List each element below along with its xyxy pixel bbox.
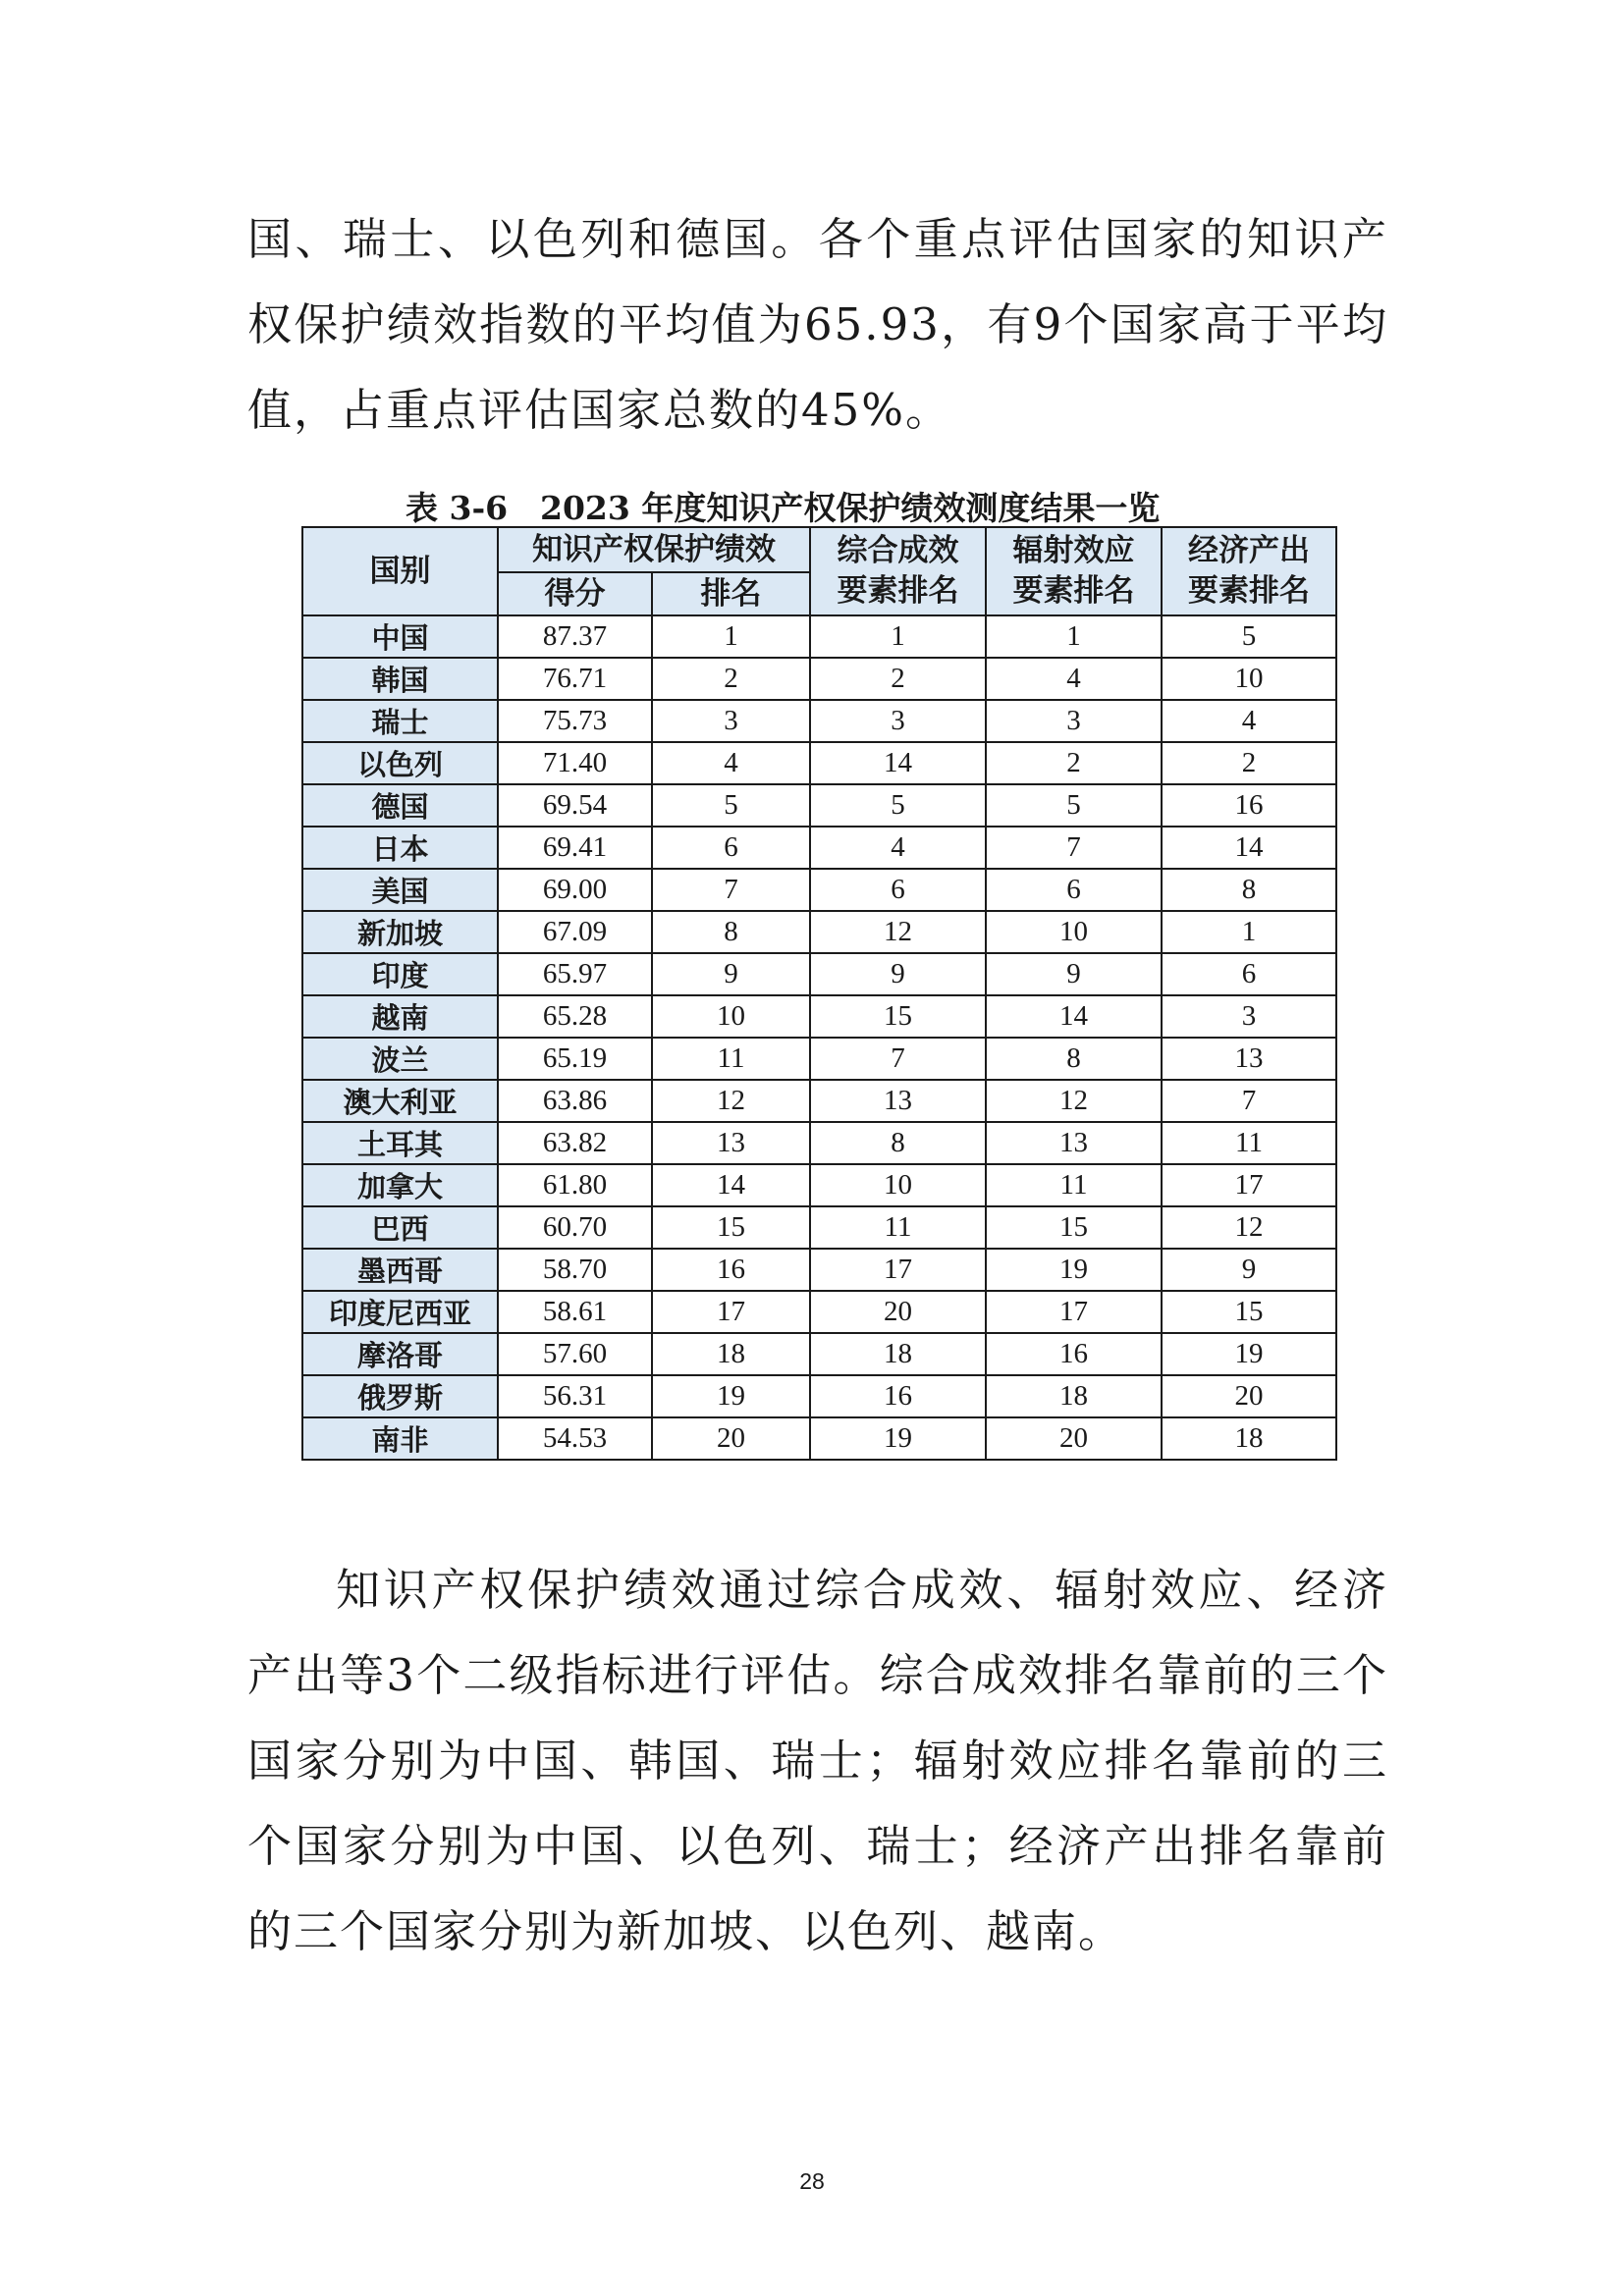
- cell-radiation: 8: [986, 1038, 1162, 1080]
- cell-score: 63.82: [498, 1122, 652, 1164]
- table-row: [302, 1206, 1336, 1249]
- cell-radiation: 6: [986, 869, 1162, 911]
- cell-country: 瑞士: [302, 700, 498, 742]
- cell-comprehensive: 15: [810, 995, 986, 1038]
- table-caption-title: 2023 年度知识产权保护绩效测度结果一览: [540, 489, 1161, 527]
- cell-score: 57.60: [498, 1333, 652, 1375]
- cell-economic: 6: [1162, 953, 1336, 995]
- cell-comprehensive: 10: [810, 1164, 986, 1206]
- cell-comprehensive: 5: [810, 784, 986, 827]
- table-row: [302, 1333, 1336, 1375]
- cell-rank: 19: [652, 1375, 810, 1417]
- cell-rank: 8: [652, 911, 810, 953]
- cell-country: 新加坡: [302, 911, 498, 953]
- cell-score: 76.71: [498, 658, 652, 700]
- cell-country: 波兰: [302, 1038, 498, 1080]
- cell-economic: 14: [1162, 827, 1336, 869]
- cell-rank: 12: [652, 1080, 810, 1122]
- cell-comprehensive: 2: [810, 658, 986, 700]
- cell-radiation: 14: [986, 995, 1162, 1038]
- header-comprehensive-line2: 要素排名: [837, 573, 959, 609]
- cell-score: 61.80: [498, 1164, 652, 1206]
- cell-country: 越南: [302, 995, 498, 1038]
- cell-economic: 2: [1162, 742, 1336, 784]
- table-row: [302, 742, 1336, 784]
- cell-radiation: 19: [986, 1249, 1162, 1291]
- cell-economic: 10: [1162, 658, 1336, 700]
- table-row: [302, 1122, 1336, 1164]
- cell-rank: 10: [652, 995, 810, 1038]
- table-row: [302, 995, 1336, 1038]
- cell-economic: 4: [1162, 700, 1336, 742]
- cell-rank: 14: [652, 1164, 810, 1206]
- header-radiation: [986, 527, 1162, 615]
- header-rank: 排名: [652, 572, 810, 615]
- cell-economic: 18: [1162, 1417, 1336, 1460]
- cell-score: 71.40: [498, 742, 652, 784]
- table-row: [302, 953, 1336, 995]
- cell-comprehensive: 9: [810, 953, 986, 995]
- table-body: [302, 615, 1336, 1460]
- cell-radiation: 13: [986, 1122, 1162, 1164]
- cell-rank: 17: [652, 1291, 810, 1333]
- cell-radiation: 17: [986, 1291, 1162, 1333]
- cell-country: 以色列: [302, 742, 498, 784]
- cell-economic: 19: [1162, 1333, 1336, 1375]
- table-row: [302, 1080, 1336, 1122]
- analysis-paragraph: 知识产权保护绩效通过综合成效、辐射效应、经济产出等3个二级指标进行评估。综合成效排名靠前的三个国家分别为中国、韩国、瑞士；辐射效应排名靠前的三个国家分别为中国、以色列、瑞士；经济产出排名靠前的三个国家分别为新加坡、以色列、越南。: [247, 1564, 1388, 1957]
- table-header: [302, 527, 1336, 615]
- header-comprehensive-line1: 综合成效: [837, 533, 959, 568]
- cell-score: 65.28: [498, 995, 652, 1038]
- cell-country: 巴西: [302, 1206, 498, 1249]
- cell-rank: 4: [652, 742, 810, 784]
- cell-comprehensive: 11: [810, 1206, 986, 1249]
- table-row: [302, 1249, 1336, 1291]
- cell-economic: 8: [1162, 869, 1336, 911]
- cell-economic: 7: [1162, 1080, 1336, 1122]
- cell-country: 印度尼西亚: [302, 1291, 498, 1333]
- cell-score: 67.09: [498, 911, 652, 953]
- cell-country: 中国: [302, 615, 498, 658]
- cell-economic: 5: [1162, 615, 1336, 658]
- table-row: [302, 911, 1336, 953]
- cell-economic: 11: [1162, 1122, 1336, 1164]
- cell-country: 墨西哥: [302, 1249, 498, 1291]
- cell-score: 65.19: [498, 1038, 652, 1080]
- intro-paragraph: 国、瑞士、以色列和德国。各个重点评估国家的知识产权保护绩效指数的平均值为65.93，有9个国家高于平均值，占重点评估国家总数的45%。: [247, 213, 1388, 436]
- cell-comprehensive: 1: [810, 615, 986, 658]
- results-table: [301, 526, 1337, 1461]
- cell-country: 韩国: [302, 658, 498, 700]
- header-radiation-line1: 辐射效应: [1012, 533, 1135, 568]
- cell-score: 65.97: [498, 953, 652, 995]
- cell-score: 87.37: [498, 615, 652, 658]
- cell-country: 加拿大: [302, 1164, 498, 1206]
- cell-comprehensive: 3: [810, 700, 986, 742]
- cell-country: 俄罗斯: [302, 1375, 498, 1417]
- cell-comprehensive: 12: [810, 911, 986, 953]
- header-economic-line1: 经济产出: [1188, 533, 1310, 568]
- cell-rank: 16: [652, 1249, 810, 1291]
- cell-score: 58.70: [498, 1249, 652, 1291]
- cell-country: 日本: [302, 827, 498, 869]
- cell-country: 澳大利亚: [302, 1080, 498, 1122]
- header-comprehensive: [810, 527, 986, 615]
- cell-score: 75.73: [498, 700, 652, 742]
- cell-comprehensive: 7: [810, 1038, 986, 1080]
- cell-radiation: 1: [986, 615, 1162, 658]
- cell-rank: 6: [652, 827, 810, 869]
- header-score: 得分: [498, 572, 652, 615]
- page-number: 28: [799, 2168, 825, 2194]
- cell-radiation: 9: [986, 953, 1162, 995]
- cell-economic: 1: [1162, 911, 1336, 953]
- table-row: [302, 1291, 1336, 1333]
- cell-comprehensive: 20: [810, 1291, 986, 1333]
- cell-rank: 2: [652, 658, 810, 700]
- table-row: [302, 700, 1336, 742]
- cell-score: 69.54: [498, 784, 652, 827]
- cell-radiation: 12: [986, 1080, 1162, 1122]
- cell-score: 58.61: [498, 1291, 652, 1333]
- cell-score: 60.70: [498, 1206, 652, 1249]
- table-header-row: [302, 527, 1336, 572]
- cell-economic: 3: [1162, 995, 1336, 1038]
- cell-radiation: 5: [986, 784, 1162, 827]
- cell-country: 德国: [302, 784, 498, 827]
- cell-radiation: 20: [986, 1417, 1162, 1460]
- cell-country: 美国: [302, 869, 498, 911]
- cell-comprehensive: 16: [810, 1375, 986, 1417]
- cell-rank: 1: [652, 615, 810, 658]
- cell-radiation: 2: [986, 742, 1162, 784]
- table-row: [302, 1417, 1336, 1460]
- table-caption: [295, 483, 1329, 526]
- cell-country: 摩洛哥: [302, 1333, 498, 1375]
- cell-rank: 15: [652, 1206, 810, 1249]
- cell-score: 69.00: [498, 869, 652, 911]
- cell-country: 南非: [302, 1417, 498, 1460]
- table-row: [302, 615, 1336, 658]
- cell-economic: 17: [1162, 1164, 1336, 1206]
- cell-comprehensive: 13: [810, 1080, 986, 1122]
- cell-radiation: 4: [986, 658, 1162, 700]
- cell-radiation: 10: [986, 911, 1162, 953]
- table-row: [302, 784, 1336, 827]
- cell-rank: 18: [652, 1333, 810, 1375]
- header-economic: [1162, 527, 1336, 615]
- header-radiation-line2: 要素排名: [1012, 573, 1135, 609]
- cell-comprehensive: 4: [810, 827, 986, 869]
- header-country: 国别: [302, 527, 498, 615]
- cell-comprehensive: 19: [810, 1417, 986, 1460]
- cell-radiation: 3: [986, 700, 1162, 742]
- cell-country: 印度: [302, 953, 498, 995]
- cell-rank: 9: [652, 953, 810, 995]
- table-caption-label: 表 3-6: [406, 489, 509, 527]
- cell-score: 63.86: [498, 1080, 652, 1122]
- cell-radiation: 11: [986, 1164, 1162, 1206]
- cell-rank: 20: [652, 1417, 810, 1460]
- cell-comprehensive: 8: [810, 1122, 986, 1164]
- header-performance-group: 知识产权保护绩效: [498, 527, 810, 572]
- cell-rank: 13: [652, 1122, 810, 1164]
- cell-radiation: 15: [986, 1206, 1162, 1249]
- cell-radiation: 7: [986, 827, 1162, 869]
- cell-comprehensive: 18: [810, 1333, 986, 1375]
- cell-economic: 16: [1162, 784, 1336, 827]
- cell-rank: 5: [652, 784, 810, 827]
- cell-economic: 12: [1162, 1206, 1336, 1249]
- cell-economic: 20: [1162, 1375, 1336, 1417]
- cell-comprehensive: 14: [810, 742, 986, 784]
- cell-economic: 9: [1162, 1249, 1336, 1291]
- table-row: [302, 1164, 1336, 1206]
- table-row: [302, 869, 1336, 911]
- header-economic-line2: 要素排名: [1188, 573, 1310, 609]
- table-row: [302, 827, 1336, 869]
- cell-economic: 15: [1162, 1291, 1336, 1333]
- table-row: [302, 1038, 1336, 1080]
- cell-rank: 11: [652, 1038, 810, 1080]
- cell-radiation: 18: [986, 1375, 1162, 1417]
- cell-score: 54.53: [498, 1417, 652, 1460]
- table-row: [302, 1375, 1336, 1417]
- cell-comprehensive: 6: [810, 869, 986, 911]
- cell-comprehensive: 17: [810, 1249, 986, 1291]
- cell-rank: 3: [652, 700, 810, 742]
- cell-country: 土耳其: [302, 1122, 498, 1164]
- cell-radiation: 16: [986, 1333, 1162, 1375]
- cell-rank: 7: [652, 869, 810, 911]
- cell-score: 56.31: [498, 1375, 652, 1417]
- cell-score: 69.41: [498, 827, 652, 869]
- table-row: [302, 658, 1336, 700]
- cell-economic: 13: [1162, 1038, 1336, 1080]
